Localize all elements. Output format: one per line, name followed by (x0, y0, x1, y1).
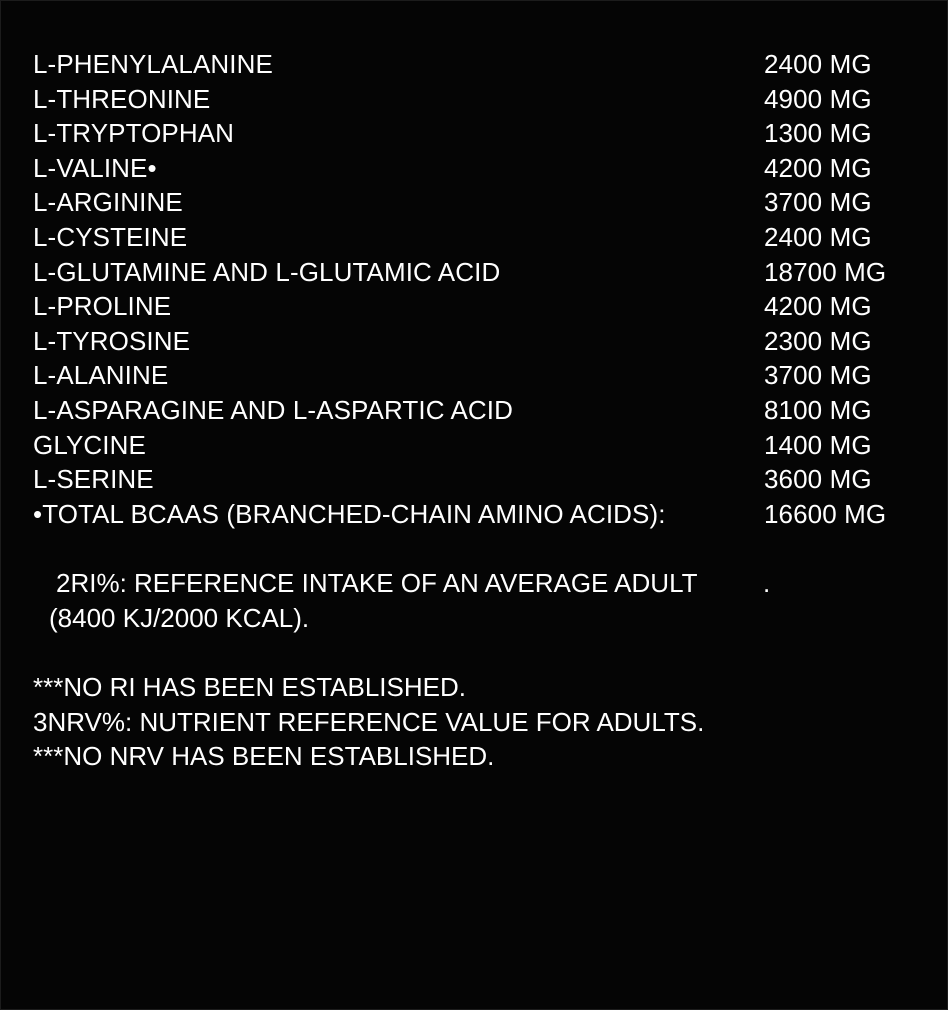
amino-acid-name: L-ASPARAGINE AND L-ASPARTIC ACID (33, 394, 513, 425)
amino-acid-amount: 8100 MG (764, 394, 872, 425)
table-row (33, 82, 913, 117)
amino-acid-name: L-TYROSINE (33, 325, 191, 356)
amino-acid-name: L-PROLINE (33, 291, 172, 322)
amino-acid-amount: 18700 MG (764, 256, 887, 287)
amino-acid-amount: 4200 MG (764, 152, 872, 183)
table-row (33, 358, 913, 393)
amino-acid-amount: 1400 MG (764, 429, 872, 460)
table-row (33, 220, 913, 255)
table-row (33, 255, 913, 290)
amino-acid-name: L-TRYPTOPHAN (33, 118, 235, 149)
table-row (33, 151, 913, 186)
amino-acid-name: GLYCINE (33, 429, 146, 460)
table-row (33, 428, 913, 463)
amino-acid-amount: 1300 MG (764, 118, 872, 149)
amino-acid-name: •TOTAL BCAAS (BRANCHED-CHAIN AMINO ACIDS): (33, 498, 666, 529)
table-row (33, 116, 913, 151)
amino-acid-amount: 2300 MG (764, 325, 872, 356)
table-row (33, 393, 913, 428)
ri-note-line2: (8400 KJ/2000 KCAL). (49, 603, 310, 633)
amino-acid-name: L-VALINE• (33, 152, 157, 183)
amino-acid-name: L-PHENYLALANINE (33, 49, 273, 79)
no-ri-note: ***NO RI HAS BEEN ESTABLISHED. (33, 672, 466, 702)
amino-acid-amount: 3700 MG (764, 187, 872, 218)
amino-acid-name: L-ARGININE (33, 187, 183, 218)
amino-acid-name: L-GLUTAMINE AND L-GLUTAMIC ACID (33, 256, 501, 287)
amino-acid-amount: 2400 MG (764, 49, 872, 79)
amino-acid-name: L-THREONINE (33, 83, 211, 114)
table-row (33, 185, 913, 220)
table-row (33, 289, 913, 324)
nrv-note: 3NRV%: NUTRIENT REFERENCE VALUE FOR ADULTS. (33, 707, 705, 737)
amino-acid-amount: 4200 MG (764, 291, 872, 322)
ri-note-dot: . (763, 568, 771, 598)
amino-acid-amount: 3700 MG (764, 360, 872, 391)
amino-acid-name: L-ALANINE (33, 360, 169, 391)
amino-acid-table (33, 47, 913, 531)
amino-acid-amount: 3600 MG (764, 464, 872, 495)
table-row-total-bcaas (33, 497, 913, 532)
amino-acid-amount: 16600 MG (764, 498, 887, 529)
ri-note-line1: 2RI%: REFERENCE INTAKE OF AN AVERAGE ADULT (56, 568, 698, 598)
amino-acid-amount: 4900 MG (764, 83, 872, 114)
amino-acid-name: L-SERINE (33, 464, 154, 495)
table-row (33, 47, 913, 82)
amino-acid-name: L-CYSTEINE (33, 221, 188, 252)
table-row (33, 324, 913, 359)
table-row (33, 462, 913, 497)
amino-acid-amount: 2400 MG (764, 221, 872, 252)
no-nrv-note: ***NO NRV HAS BEEN ESTABLISHED. (33, 741, 495, 771)
